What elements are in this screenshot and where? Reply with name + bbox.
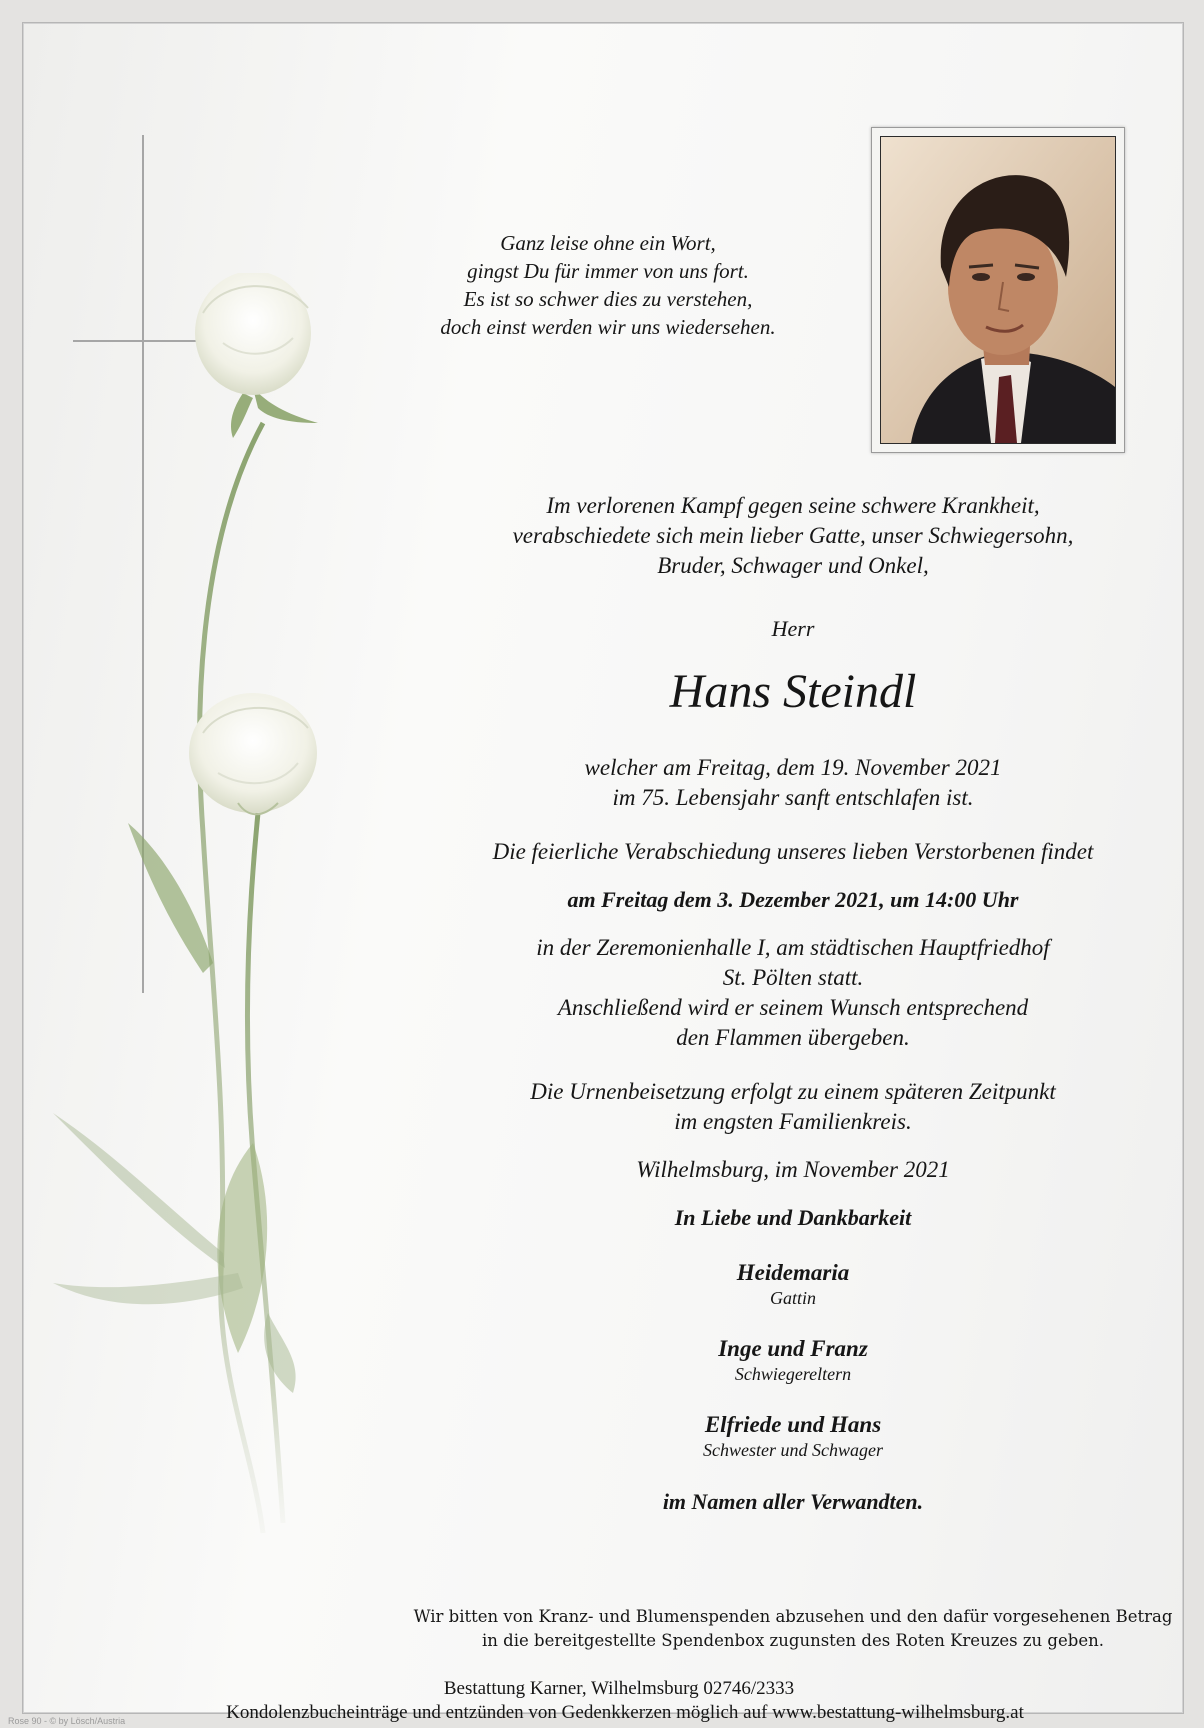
ceremony-intro: Die feierliche Verabschiedung unseres lieben Verstorbenen findet — [492, 839, 1094, 864]
family-member — [403, 1259, 1183, 1309]
white-roses-illustration — [53, 273, 383, 1573]
ceremony-location-line: den Flammen übergeben. — [676, 1025, 910, 1050]
family-member-role: Gattin — [769, 1288, 816, 1308]
poem-line: gingst Du für immer von uns fort. — [467, 259, 749, 283]
urn-info-line: Die Urnenbeisetzung erfolgt zu einem späteren Zeitpunkt — [530, 1079, 1056, 1104]
place-date: Wilhelmsburg, im November 2021 — [636, 1157, 950, 1182]
ceremony-location-line: in der Zeremonienhalle I, am städtischen Hauptfriedhof — [536, 935, 1050, 960]
portrait-photo — [880, 136, 1116, 444]
family-member-role: Schwiegereltern — [734, 1364, 852, 1384]
intro-line: Bruder, Schwager und Onkel, — [657, 553, 929, 578]
salutation: Herr — [771, 616, 815, 641]
relatives-note: im Namen aller Verwandten. — [662, 1489, 924, 1514]
closing-text: In Liebe und Dankbarkeit — [674, 1205, 912, 1230]
portrait-frame — [871, 127, 1125, 453]
urn-info-line: im engsten Familienkreis. — [674, 1109, 912, 1134]
family-member — [403, 1335, 1183, 1385]
poem-line: doch einst werden wir uns wiedersehen. — [440, 315, 776, 339]
copyright-watermark: Rose 90 - © by Lösch/Austria — [8, 1716, 126, 1726]
deceased-name: Hans Steindl — [669, 665, 917, 718]
death-info — [403, 753, 1183, 813]
funeral-home-line: Bestattung Karner, Wilhelmsburg 02746/2333 — [443, 1678, 795, 1699]
ceremony-date: am Freitag dem 3. Dezember 2021, um 14:00 Uhr — [567, 887, 1019, 912]
family-member-name: Heidemaria — [736, 1260, 850, 1285]
ceremony-location-line: Anschließend wird er seinem Wunsch entsprechend — [557, 995, 1029, 1020]
condolence-line: Kondolenzbucheinträge und entzünden von Gedenkkerzen möglich auf www.bestattung-wilhelmsburg.at — [226, 1702, 1024, 1723]
donation-note — [403, 1605, 1183, 1653]
death-info-line: welcher am Freitag, dem 19. November 2021 — [584, 755, 1002, 780]
poem-line: Es ist so schwer dies zu verstehen, — [463, 287, 753, 311]
ceremony-location-line: St. Pölten statt. — [722, 965, 864, 990]
intro-line: Im verlorenen Kampf gegen seine schwere Krankheit, — [546, 493, 1040, 518]
family-member — [403, 1411, 1183, 1461]
family-member-name: Inge und Franz — [718, 1336, 868, 1361]
funeral-home-contact — [63, 1677, 1187, 1725]
intro-text — [403, 491, 1183, 581]
donation-note-line: in die bereitgestellte Spendenbox zugunsten des Roten Kreuzes zu geben. — [482, 1631, 1104, 1650]
family-member-role: Schwester und Schwager — [703, 1440, 883, 1460]
death-info-line: im 75. Lebensjahr sanft entschlafen ist. — [612, 785, 974, 810]
urn-info — [403, 1077, 1183, 1137]
poem-verse — [363, 229, 853, 341]
intro-line: verabschiedete sich mein lieber Gatte, unser Schwiegersohn, — [512, 523, 1074, 548]
donation-note-line: Wir bitten von Kranz- und Blumenspenden abzusehen und den dafür vorgesehenen Betrag — [413, 1607, 1173, 1626]
poem-line: Ganz leise ohne ein Wort, — [500, 231, 716, 255]
ceremony-location — [403, 933, 1183, 1053]
family-member-name: Elfriede und Hans — [704, 1412, 882, 1437]
obituary-body — [403, 491, 1183, 1517]
